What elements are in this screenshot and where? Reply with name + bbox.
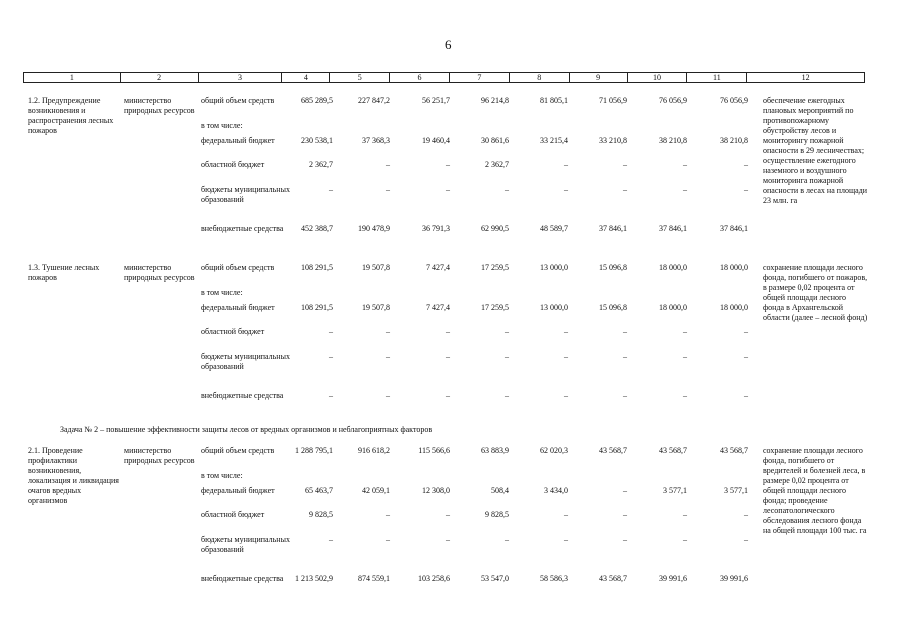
funding-value: 18 000,0 xyxy=(720,303,748,312)
funding-value: 33 215,4 xyxy=(540,136,568,145)
funding-value: 9 828,5 xyxy=(309,510,333,519)
funding-value: 2 362,7 xyxy=(485,160,509,169)
funding-value: 37 368,3 xyxy=(362,136,390,145)
funding-value: 38 210,8 xyxy=(720,136,748,145)
funding-source-label: бюджеты муниципальных образований xyxy=(201,185,290,204)
executor: министерство природных ресурсов xyxy=(124,96,195,115)
funding-value: 19 460,4 xyxy=(422,136,450,145)
funding-value: 19 507,8 xyxy=(362,263,390,272)
task-header: Задача № 2 – повышение эффективности защиты лесов от вредных организмов и неблагоприятных факторов xyxy=(60,425,433,434)
funding-value: 48 589,7 xyxy=(540,224,568,233)
funding-source-label: в том числе: xyxy=(201,121,243,130)
column-header: 3 xyxy=(199,73,283,82)
funding-value: 53 547,0 xyxy=(481,574,509,583)
funding-value: 42 059,1 xyxy=(362,486,390,495)
funding-value: 13 000,0 xyxy=(540,263,568,272)
funding-value: – xyxy=(446,391,450,400)
funding-value: – xyxy=(446,535,450,544)
funding-value: – xyxy=(564,510,568,519)
funding-value: – xyxy=(683,327,687,336)
funding-value: 62 020,3 xyxy=(540,446,568,455)
funding-value: – xyxy=(505,391,509,400)
funding-value: 18 000,0 xyxy=(659,303,687,312)
expected-result: сохранение площади лесного фонда, погибшего от вредителей и болезней леса, в размере 0,02 процента от общей площади лесного фонда; проведение лесопатологического обследования лесного фонда на общей площади 100 тыс. га xyxy=(763,446,867,535)
expected-result: сохранение площади лесного фонда, погибшего от пожаров, в размере 0,02 процента от общей площади лесного фонда в Архангельской области (далее – лесной фонд) xyxy=(763,263,868,322)
funding-value: 103 258,6 xyxy=(418,574,450,583)
funding-value: 685 289,5 xyxy=(301,96,333,105)
funding-value: – xyxy=(446,510,450,519)
funding-value: – xyxy=(564,185,568,194)
column-header-row xyxy=(23,72,865,83)
funding-value: – xyxy=(744,327,748,336)
funding-value: 3 577,1 xyxy=(663,486,687,495)
funding-value: 18 000,0 xyxy=(659,263,687,272)
funding-value: – xyxy=(744,160,748,169)
funding-source-label: внебюджетные средства xyxy=(201,391,284,400)
funding-source-label: бюджеты муниципальных образований xyxy=(201,352,290,371)
expected-result: обеспечение ежегодных плановых мероприятий по противопожарному обустройству лесов и мониторингу пожарной опасности в 29 лесничествах; осуществление ежегодного наземного и воздушного мониторинга пожарной опасности в лесах на площади 23 млн. га xyxy=(763,96,868,205)
funding-value: 39 991,6 xyxy=(659,574,687,583)
funding-value: – xyxy=(744,185,748,194)
funding-value: 63 883,9 xyxy=(481,446,509,455)
funding-source-label: федеральный бюджет xyxy=(201,486,275,495)
funding-value: 9 828,5 xyxy=(485,510,509,519)
funding-value: 230 538,1 xyxy=(301,136,333,145)
funding-value: 37 846,1 xyxy=(720,224,748,233)
funding-value: – xyxy=(623,327,627,336)
funding-value: 43 568,7 xyxy=(599,446,627,455)
funding-value: – xyxy=(564,352,568,361)
funding-value: 1 288 795,1 xyxy=(295,446,333,455)
funding-value: 2 362,7 xyxy=(309,160,333,169)
funding-value: 76 056,9 xyxy=(720,96,748,105)
funding-value: 3 434,0 xyxy=(544,486,568,495)
funding-value: – xyxy=(505,185,509,194)
funding-value: – xyxy=(744,535,748,544)
column-header: 8 xyxy=(510,73,570,82)
funding-source-label: бюджеты муниципальных образований xyxy=(201,535,290,554)
funding-value: 65 463,7 xyxy=(305,486,333,495)
funding-value: 36 791,3 xyxy=(422,224,450,233)
funding-value: 227 847,2 xyxy=(358,96,390,105)
funding-source-label: областной бюджет xyxy=(201,327,265,336)
funding-source-label: областной бюджет xyxy=(201,510,265,519)
funding-value: 115 566,6 xyxy=(418,446,450,455)
column-header: 12 xyxy=(801,73,810,82)
funding-value: 76 056,9 xyxy=(659,96,687,105)
measure-name: 1.3. Тушение лесных пожаров xyxy=(28,263,100,282)
funding-value: – xyxy=(386,352,390,361)
column-header: 10 xyxy=(628,73,688,82)
measure-name: 1.2. Предупреждение возникновения и распространения лесных пожаров xyxy=(28,96,114,135)
funding-value: 108 291,5 xyxy=(301,263,333,272)
funding-value: – xyxy=(683,160,687,169)
funding-value: 15 096,8 xyxy=(599,263,627,272)
funding-value: – xyxy=(386,160,390,169)
funding-value: 33 210,8 xyxy=(599,136,627,145)
column-header: 9 xyxy=(570,73,628,82)
funding-value: – xyxy=(683,391,687,400)
funding-value: – xyxy=(564,535,568,544)
funding-value: 37 846,1 xyxy=(659,224,687,233)
funding-value: – xyxy=(386,535,390,544)
funding-value: – xyxy=(386,185,390,194)
funding-value: – xyxy=(446,160,450,169)
funding-source-label: внебюджетные средства xyxy=(201,574,284,583)
funding-value: 17 259,5 xyxy=(481,263,509,272)
funding-value: – xyxy=(623,535,627,544)
funding-value: – xyxy=(329,391,333,400)
funding-source-label: общий объем средств xyxy=(201,446,275,455)
funding-value: 19 507,8 xyxy=(362,303,390,312)
funding-value: 874 559,1 xyxy=(358,574,390,583)
column-header: 5 xyxy=(330,73,390,82)
measure-name: 2.1. Проведение профилактики возникновения, локализация и ликвидация очагов вредных организмов xyxy=(28,446,119,505)
funding-value: – xyxy=(329,327,333,336)
funding-value: – xyxy=(505,535,509,544)
funding-value: – xyxy=(623,160,627,169)
funding-value: 39 991,6 xyxy=(720,574,748,583)
column-header: 11 xyxy=(687,73,747,82)
funding-value: – xyxy=(386,391,390,400)
funding-value: – xyxy=(623,185,627,194)
funding-value: – xyxy=(329,535,333,544)
column-header: 6 xyxy=(390,73,450,82)
funding-value: 15 096,8 xyxy=(599,303,627,312)
funding-value: 96 214,8 xyxy=(481,96,509,105)
funding-value: – xyxy=(683,535,687,544)
funding-value: 7 427,4 xyxy=(426,303,450,312)
funding-value: – xyxy=(446,185,450,194)
funding-value: 452 388,7 xyxy=(301,224,333,233)
funding-value: 56 251,7 xyxy=(422,96,450,105)
funding-value: – xyxy=(683,510,687,519)
funding-value: 1 213 502,9 xyxy=(295,574,333,583)
funding-value: – xyxy=(564,391,568,400)
column-header: 1 xyxy=(24,73,121,82)
funding-value: – xyxy=(683,185,687,194)
funding-value: 508,4 xyxy=(491,486,509,495)
funding-value: 38 210,8 xyxy=(659,136,687,145)
funding-value: 43 568,7 xyxy=(659,446,687,455)
funding-source-label: общий объем средств xyxy=(201,96,275,105)
funding-source-label: внебюджетные средства xyxy=(201,224,284,233)
funding-value: 108 291,5 xyxy=(301,303,333,312)
funding-value: – xyxy=(564,160,568,169)
funding-value: – xyxy=(505,352,509,361)
funding-value: – xyxy=(446,352,450,361)
funding-value: – xyxy=(623,352,627,361)
funding-value: 916 618,2 xyxy=(358,446,390,455)
funding-value: – xyxy=(744,352,748,361)
funding-value: 3 577,1 xyxy=(724,486,748,495)
column-header: 7 xyxy=(450,73,510,82)
funding-value: – xyxy=(386,327,390,336)
funding-value: 37 846,1 xyxy=(599,224,627,233)
funding-source-label: в том числе: xyxy=(201,471,243,480)
funding-value: 7 427,4 xyxy=(426,263,450,272)
funding-value: – xyxy=(623,486,627,495)
funding-value: – xyxy=(564,327,568,336)
funding-source-label: в том числе: xyxy=(201,288,243,297)
funding-value: 71 056,9 xyxy=(599,96,627,105)
funding-value: 58 586,3 xyxy=(540,574,568,583)
funding-source-label: федеральный бюджет xyxy=(201,136,275,145)
funding-value: – xyxy=(683,352,687,361)
funding-value: 13 000,0 xyxy=(540,303,568,312)
executor: министерство природных ресурсов xyxy=(124,263,195,282)
funding-value: 18 000,0 xyxy=(720,263,748,272)
funding-value: 190 478,9 xyxy=(358,224,390,233)
funding-value: – xyxy=(386,510,390,519)
funding-value: – xyxy=(744,391,748,400)
funding-value: 43 568,7 xyxy=(599,574,627,583)
funding-value: 12 308,0 xyxy=(422,486,450,495)
column-header: 2 xyxy=(121,73,199,82)
funding-value: 62 990,5 xyxy=(481,224,509,233)
funding-value: – xyxy=(744,510,748,519)
funding-value: 43 568,7 xyxy=(720,446,748,455)
executor: министерство природных ресурсов xyxy=(124,446,195,465)
funding-value: 81 805,1 xyxy=(540,96,568,105)
funding-value: – xyxy=(446,327,450,336)
funding-value: – xyxy=(623,391,627,400)
column-header: 4 xyxy=(282,73,330,82)
funding-value: – xyxy=(329,185,333,194)
page-number: 6 xyxy=(445,37,452,52)
funding-value: – xyxy=(623,510,627,519)
funding-value: – xyxy=(505,327,509,336)
funding-source-label: общий объем средств xyxy=(201,263,275,272)
funding-source-label: областной бюджет xyxy=(201,160,265,169)
funding-value: 17 259,5 xyxy=(481,303,509,312)
funding-value: 30 861,6 xyxy=(481,136,509,145)
funding-source-label: федеральный бюджет xyxy=(201,303,275,312)
funding-value: – xyxy=(329,352,333,361)
